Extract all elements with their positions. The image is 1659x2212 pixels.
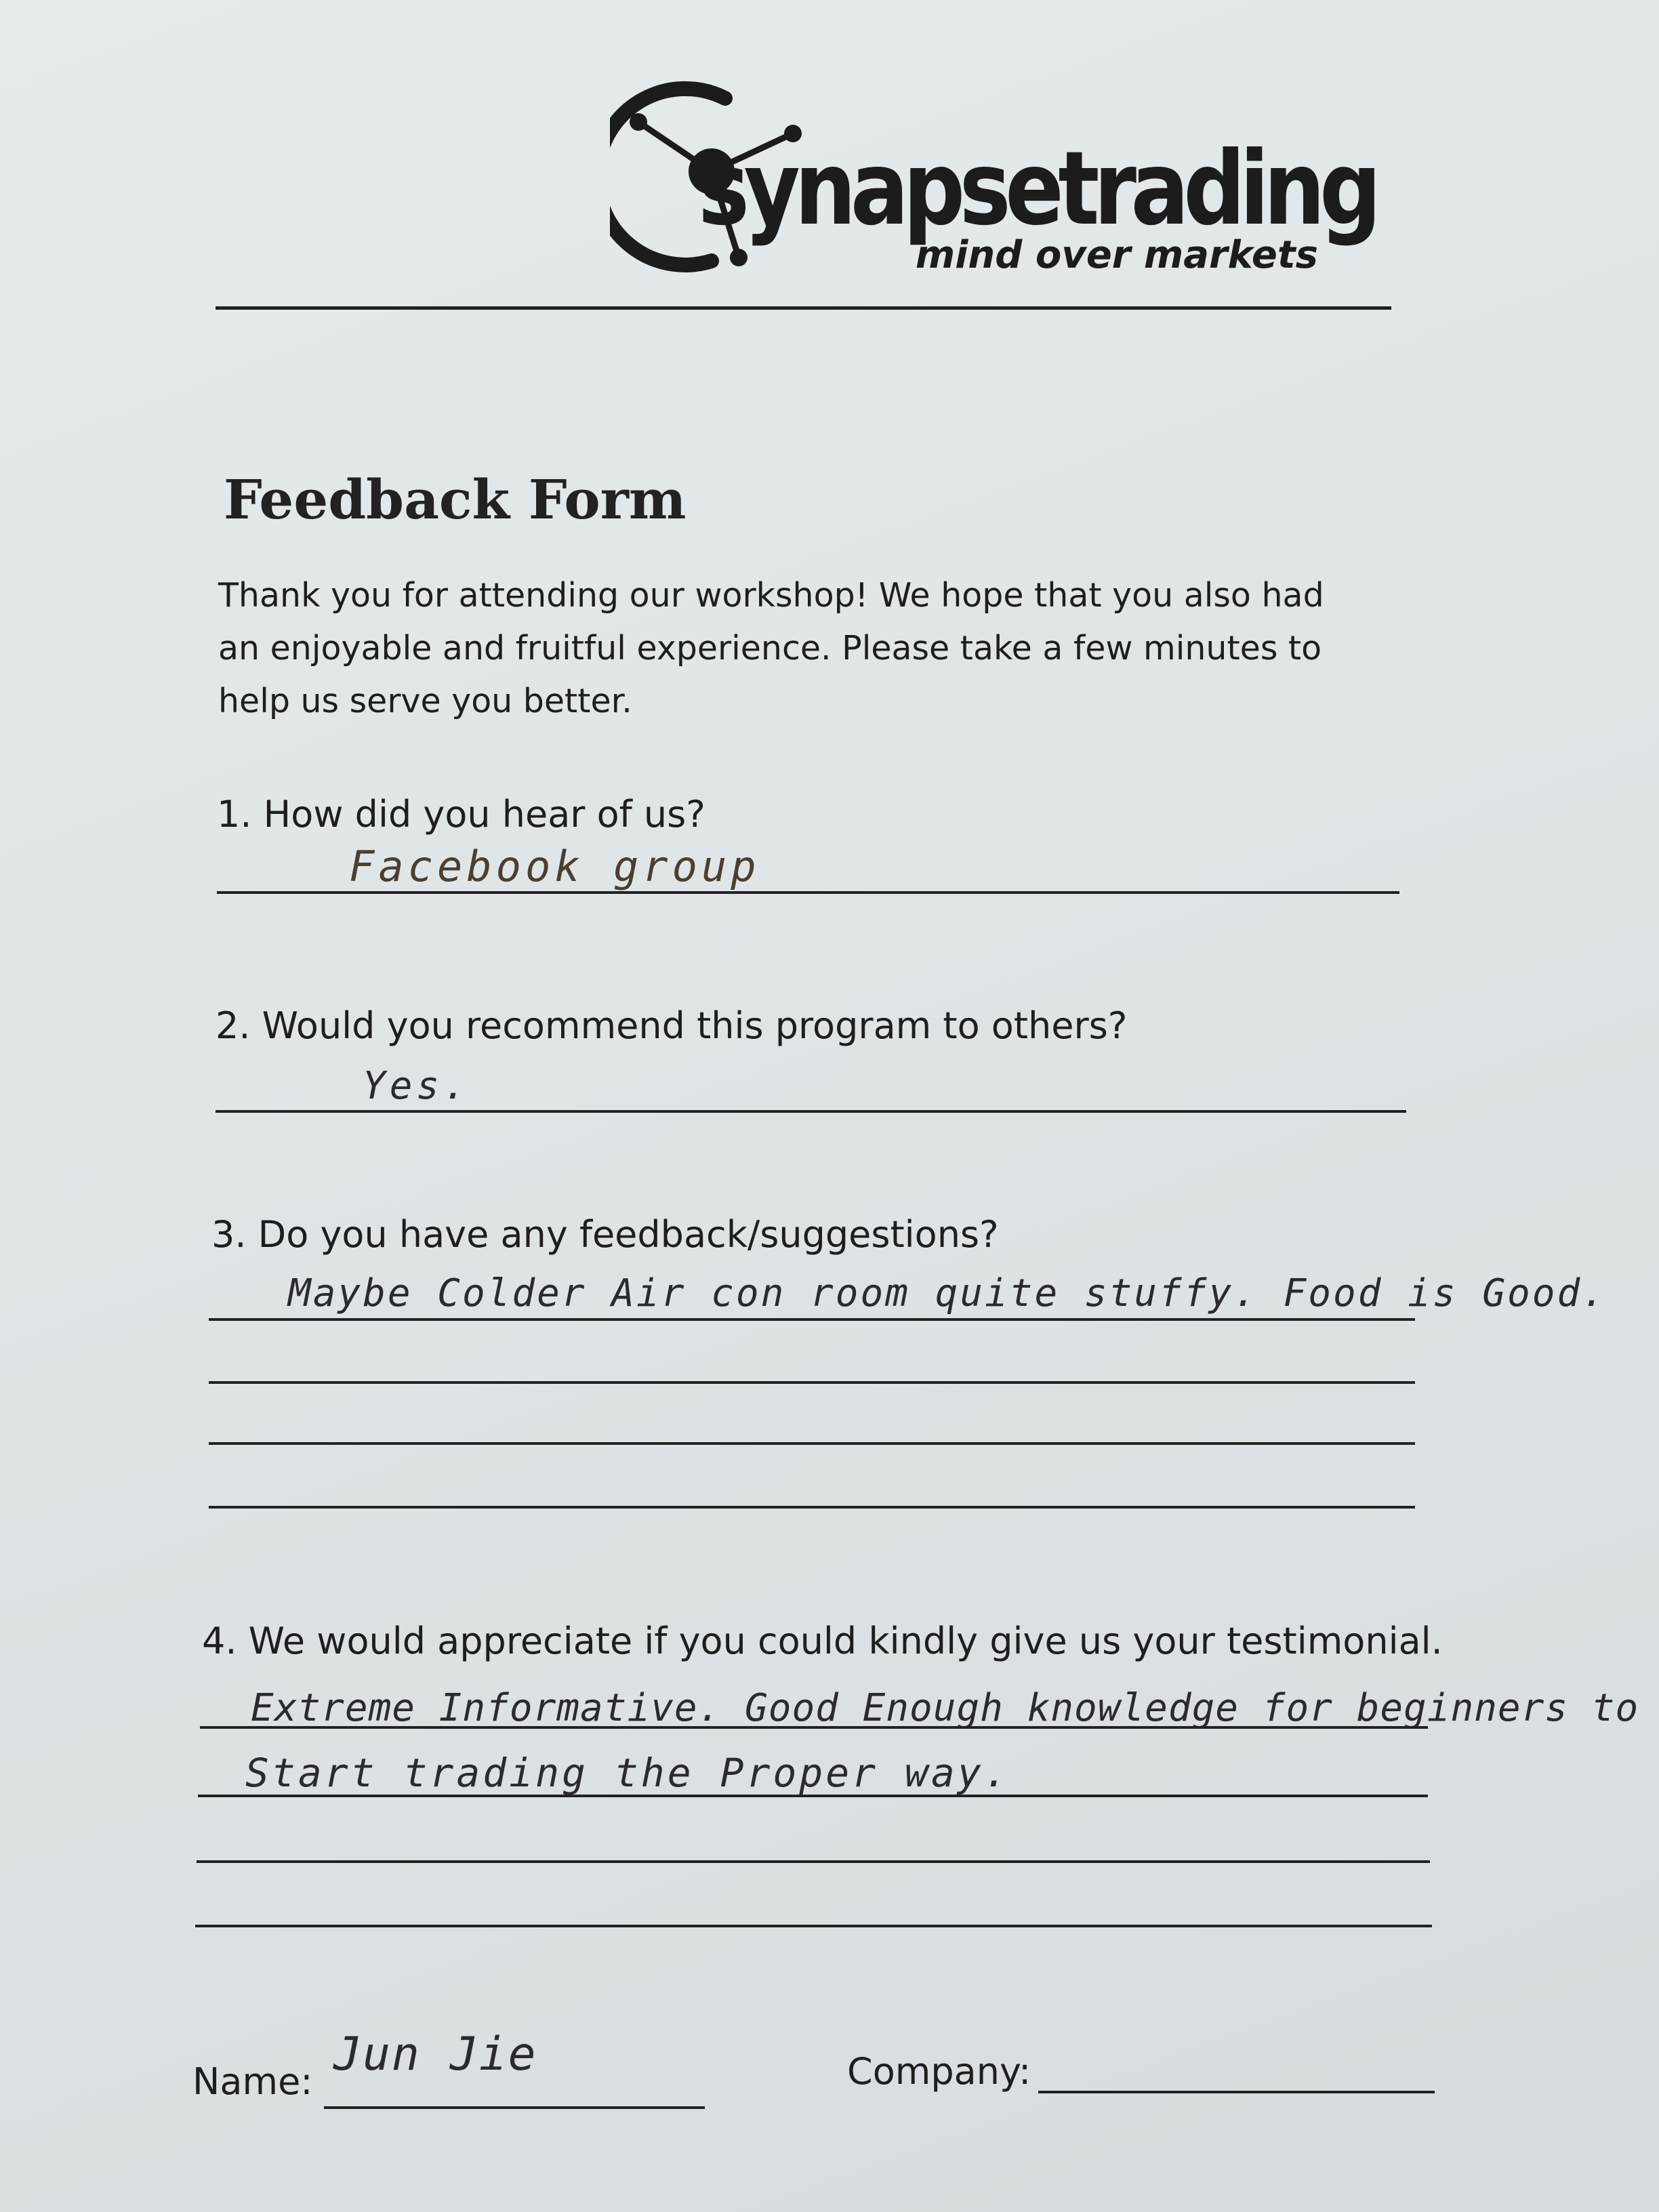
answer-line	[200, 1726, 1428, 1729]
question-1-label: 1. How did you hear of us?	[217, 793, 705, 836]
name-value[interactable]: Jun Jie	[333, 2028, 537, 2081]
name-line	[324, 2106, 705, 2109]
intro-line: Thank you for attending our workshop! We hope that you also had	[218, 576, 1324, 615]
answer-line	[209, 1442, 1415, 1445]
page-title: Feedback Form	[224, 468, 687, 531]
logo-tagline: mind over markets	[915, 233, 1318, 277]
header-divider	[216, 306, 1391, 310]
answer-line	[209, 1381, 1415, 1384]
answer-line	[209, 1318, 1415, 1321]
question-2-label: 2. Would you recommend this program to others?	[216, 1004, 1128, 1047]
intro-line: an enjoyable and fruitful experience. Please take a few minutes to	[218, 629, 1322, 668]
answer-line	[197, 1860, 1430, 1863]
intro-line: help us serve you better.	[218, 682, 632, 720]
question-1-answer[interactable]: Facebook group	[349, 842, 760, 891]
synapsetrading-logo	[610, 71, 1396, 288]
answer-line	[217, 891, 1399, 894]
answer-line	[209, 1506, 1415, 1509]
question-4-answer-line-2[interactable]: Start trading the Proper way.	[245, 1750, 1010, 1796]
answer-line	[216, 1110, 1406, 1113]
answer-line	[198, 1795, 1428, 1797]
question-3-label: 3. Do you have any feedback/suggestions?	[211, 1213, 999, 1256]
company-line	[1038, 2091, 1435, 2093]
name-label: Name:	[192, 2060, 313, 2103]
question-4-answer-line-1[interactable]: Extreme Informative. Good Enough knowledge for beginners to	[251, 1686, 1639, 1730]
logo-wordmark: synapsetrading	[698, 130, 1376, 248]
company-label: Company:	[847, 2050, 1031, 2093]
question-2-answer[interactable]: Yes.	[363, 1064, 470, 1108]
question-3-answer[interactable]: Maybe Colder Air con room quite stuffy. Food is Good.	[288, 1271, 1607, 1315]
question-4-label: 4. We would appreciate if you could kindly give us your testimonial.	[202, 1620, 1443, 1662]
answer-line	[195, 1925, 1432, 1927]
intro-text	[218, 569, 1438, 728]
